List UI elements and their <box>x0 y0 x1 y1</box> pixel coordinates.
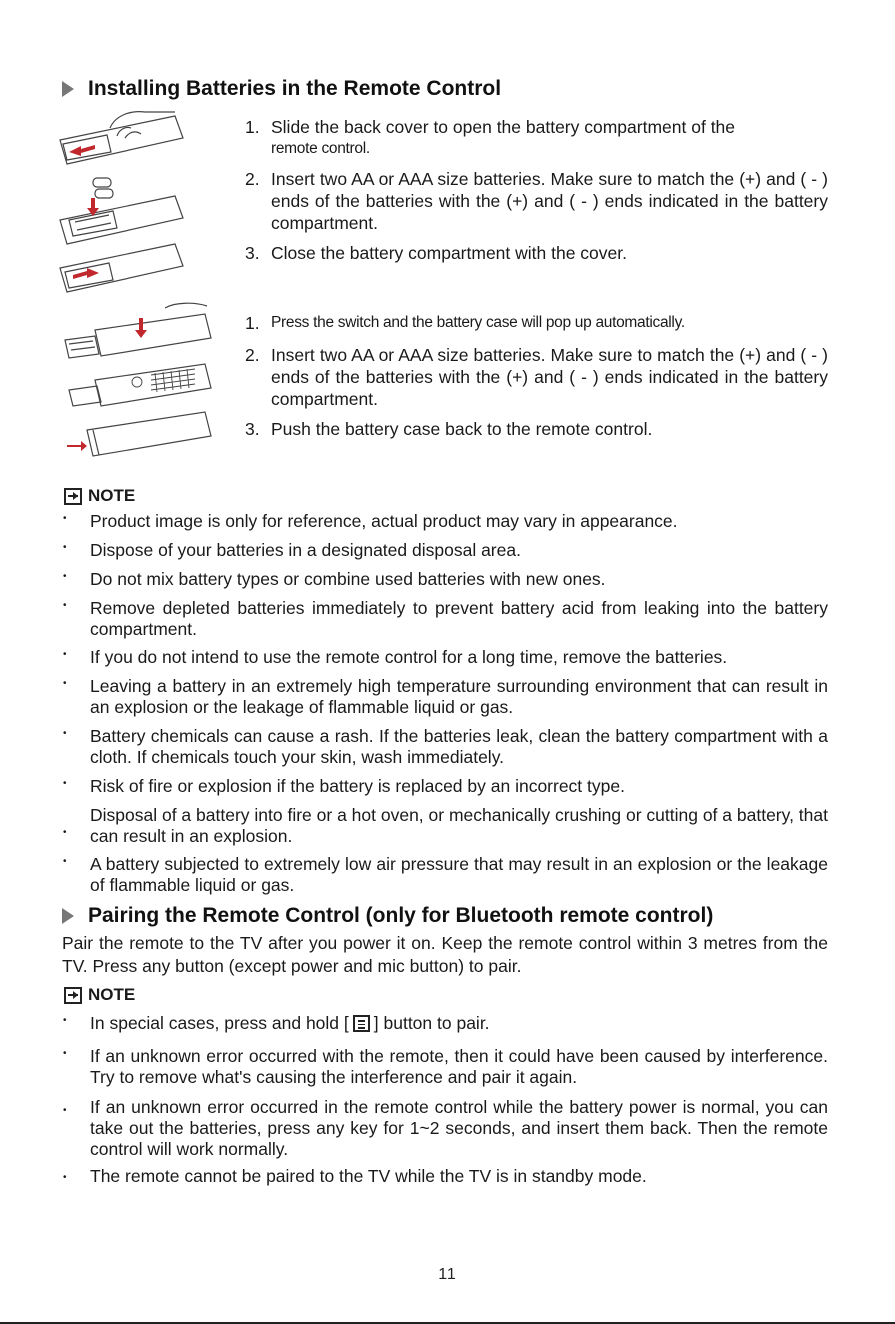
remote-back-cover-illustration <box>55 108 195 293</box>
list-item <box>62 726 828 768</box>
step-number: 1. <box>245 313 260 333</box>
note-text: The remote cannot be paired to the TV while the TV is in standby mode. <box>90 1166 647 1186</box>
bullet-icon: • <box>63 728 67 739</box>
step-text: Close the battery compartment with the cover. <box>271 243 627 263</box>
step-text-continued: remote control. <box>271 140 370 157</box>
step-item <box>245 242 828 264</box>
pairing-intro: Pair the remote to the TV after you power it on. Keep the remote control within 3 metres from the TV. Press any button (except power and mic button) to pair. <box>62 933 828 976</box>
bullet-icon: • <box>63 678 67 689</box>
note-text: A battery subjected to extremely low air pressure that may result in an explosion or the leakage of flammable liquid or gas. <box>90 854 828 895</box>
install-steps-slide-cover <box>245 116 828 272</box>
note-text: If an unknown error occurred in the remote control while the battery power is normal, you can take out the batteries, press any key for 1~2 seconds, and insert them back. Then the remote control will work normally. <box>90 1097 828 1159</box>
page-number: 11 <box>438 1266 457 1283</box>
note-text: If you do not intend to use the remote control for a long time, remove the batteries. <box>90 647 728 667</box>
list-item <box>62 776 828 797</box>
note-text: Leaving a battery in an extremely high temperature surrounding environment that can result in an explosion or the leakage of flammable liquid or gas. <box>90 676 828 717</box>
list-item <box>62 676 828 718</box>
list-item <box>62 1013 828 1034</box>
note-text: Product image is only for reference, actual product may vary in appearance. <box>90 511 678 531</box>
note-text: Do not mix battery types or combine used batteries with new ones. <box>90 569 606 589</box>
note-text: In special cases, press and hold [ <box>90 1013 349 1033</box>
bullet-icon: • <box>63 571 67 582</box>
step-text: Insert two AA or AAA size batteries. Make sure to match the (+) and ( - ) ends of the batteries with the (+) and ( - ) ends indicated in the battery compartment. <box>271 169 828 233</box>
list-item <box>62 511 828 532</box>
section-title: Installing Batteries in the Remote Control <box>88 77 502 100</box>
step-number: 2. <box>245 169 260 189</box>
bullet-icon: • <box>63 1172 67 1183</box>
list-item <box>62 805 828 847</box>
step-text: Slide the back cover to open the battery compartment of the <box>271 117 736 137</box>
step-item <box>245 312 828 334</box>
bullet-icon: • <box>63 513 67 524</box>
step-item <box>245 116 828 160</box>
note-label: NOTE <box>88 486 136 505</box>
note-text: Remove depleted batteries immediately to prevent battery acid from leaking into the battery compartment. <box>90 598 828 639</box>
note-text: Disposal of a battery into fire or a hot oven, or mechanically crushing or cutting of a battery, that can result in an explosion. <box>90 805 828 846</box>
step-number: 2. <box>245 345 260 365</box>
install-steps-battery-case <box>245 312 828 448</box>
note-text: Risk of fire or explosion if the battery is replaced by an incorrect type. <box>90 776 625 796</box>
battery-notes-list <box>62 511 828 896</box>
bullet-icon: • <box>63 778 67 789</box>
list-item <box>62 1046 828 1088</box>
step-number: 3. <box>245 243 260 263</box>
remote-battery-case-illustration <box>55 300 215 460</box>
note-text: Battery chemicals can cause a rash. If the batteries leak, clean the battery compartment with a cloth. If chemicals touch your skin, wash immediately. <box>90 726 828 767</box>
list-item <box>62 598 828 640</box>
triangle-bullet-icon <box>62 908 74 924</box>
bullet-icon: • <box>63 1048 67 1059</box>
note-label: NOTE <box>88 985 136 1004</box>
step-item <box>245 344 828 410</box>
pairing-notes-list <box>62 1013 828 1187</box>
step-text: Push the battery case back to the remote control. <box>271 419 653 439</box>
note-icon <box>64 488 82 505</box>
section-heading-installing <box>62 77 501 101</box>
note-heading <box>64 985 135 1005</box>
triangle-bullet-icon <box>62 81 74 97</box>
list-item <box>62 1166 828 1187</box>
list-item <box>62 569 828 590</box>
note-icon <box>64 987 82 1004</box>
bullet-icon: • <box>63 600 67 611</box>
section-heading-pairing <box>62 904 713 928</box>
list-item <box>62 647 828 668</box>
bullet-icon: • <box>63 542 67 553</box>
list-item <box>62 854 828 896</box>
note-text: If an unknown error occurred with the remote, then it could have been caused by interference. Try to remove what's causing the interference and pair it again. <box>90 1046 828 1087</box>
list-item <box>62 1097 828 1160</box>
step-number: 1. <box>245 117 260 137</box>
bullet-icon: • <box>63 1105 67 1116</box>
step-text: Press the switch and the battery case will pop up automatically. <box>271 314 685 331</box>
bullet-icon: • <box>63 827 67 838</box>
step-item <box>245 168 828 234</box>
bullet-icon: • <box>63 1015 67 1026</box>
step-text: Insert two AA or AAA size batteries. Make sure to match the (+) and ( - ) ends of the batteries with the (+) and ( - ) ends indicated in the battery compartment. <box>271 345 828 409</box>
note-text: Dispose of your batteries in a designated disposal area. <box>90 540 521 560</box>
note-heading <box>64 486 135 506</box>
step-item <box>245 418 828 440</box>
menu-button-icon <box>353 1015 370 1032</box>
bullet-icon: • <box>63 649 67 660</box>
section-title: Pairing the Remote Control (only for Bluetooth remote control) <box>88 904 714 927</box>
note-text: ] button to pair. <box>373 1013 490 1033</box>
bullet-icon: • <box>63 856 67 867</box>
list-item <box>62 540 828 561</box>
step-number: 3. <box>245 419 260 439</box>
